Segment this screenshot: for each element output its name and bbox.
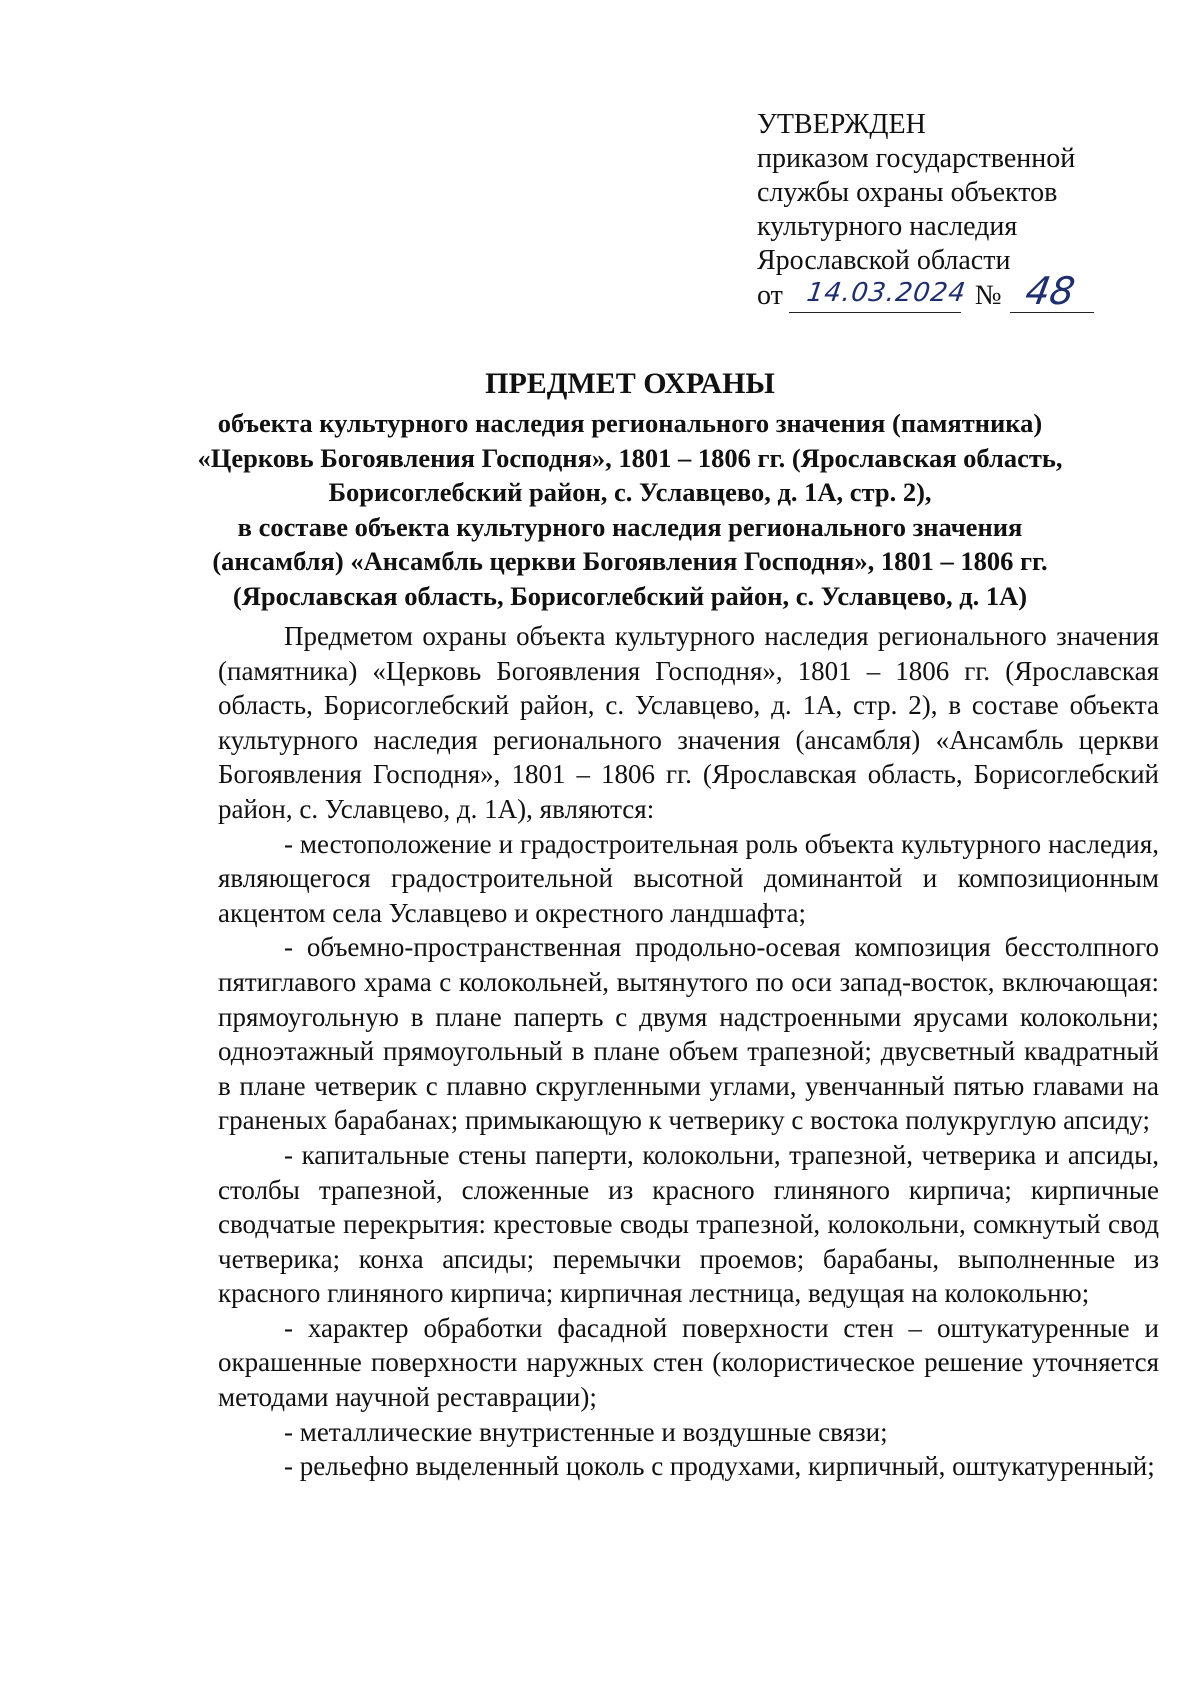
list-item: - характер обработки фасадной поверхности стен – оштукатуренные и окрашенные поверхности наружных стен (колористическое решение уточняется методами научной реставрации);: [218, 1312, 1159, 1413]
date-field: [789, 278, 968, 313]
order-date-number-line: [757, 269, 1137, 318]
number-field: [1010, 269, 1094, 313]
list-item: - объемно-пространственная продольно-осевая композиция бесстолпного пятиглавого храма с колокольней, вытянутого по оси запад-восток, включающая: прямоугольную в плане паперть с двумя надстроенными ярусами колокольни; одноэтажный прямоугольный в плане объем трапезной; двусветный квадратный в плане четверик с плавно скругленными углами, увенчанный пятью главами на граненых барабанах; примыкающую к четверику с востока полукруглую апсиду;: [218, 932, 1159, 1136]
approval-line: приказом государственной: [757, 143, 1076, 174]
handwritten-date: 14.03.2024: [804, 278, 968, 308]
title-line: (Ярославская область, Борисоглебский район, с. Уславцево, д. 1А): [232, 580, 1028, 611]
list-item: - капитальные стены паперти, колокольни, трапезной, четверика и апсиды, столбы трапезной, сложенные из красного глиняного кирпича; кирпичные сводчатые перекрытия: крестовые своды трапезной, колокольни, сомкнутый свод четверика; конха апсиды; перемычки проемов; барабаны, выполненные из красного глиняного кирпича; кирпичная лестница, ведущая на колокольню;: [218, 1139, 1159, 1309]
title-heading: ПРЕДМЕТ ОХРАНЫ: [485, 367, 775, 400]
list-item: - металлические внутристенные и воздушные связи;: [284, 1416, 888, 1447]
handwritten-number: 48: [1021, 269, 1078, 313]
title-line: (ансамбля) «Ансамбль церкви Богоявления Господня», 1801 – 1806 гг.: [212, 546, 1048, 577]
title-line: объекта культурного наследия регионального значения (памятника): [217, 408, 1043, 438]
approval-line: УТВЕРЖДЕН: [757, 109, 926, 140]
document-title: [190, 364, 1070, 614]
list-item: - местоположение и градостроительная роль объекта культурного наследия, являющегося градостроительной высотной доминантой и композиционным акцентом села Уславцево и окрестного ландшафта;: [218, 828, 1159, 928]
approval-block: [757, 108, 1137, 318]
title-line: в составе объекта культурного наследия регионального значения: [237, 511, 1023, 542]
document-body: [218, 619, 1159, 1484]
approval-line: службы охраны объектов: [757, 177, 1058, 208]
approval-line: Ярославской области: [757, 245, 1011, 276]
intro-paragraph: Предметом охраны объекта культурного наследия регионального значения (памятника) «Церковь Богоявления Господня», 1801 – 1806 гг. (Ярославская область, Борисоглебский район, с. Уславцево, д. 1А, стр. 2), в составе объекта культурного наследия регионального значения (ансамбля) «Ансамбль церкви Богоявления Господня», 1801 – 1806 гг. (Ярославская область, Борисоглебский район, с. Уславцево, д. 1А), являются:: [218, 621, 1159, 824]
list-item: - рельефно выделенный цоколь с продухами, кирпичный, оштукатуренный;: [284, 1451, 1155, 1482]
title-line: «Церковь Богоявления Господня», 1801 – 1806 гг. (Ярославская область,: [197, 442, 1063, 473]
number-label: №: [974, 280, 1002, 311]
approval-line: культурного наследия: [757, 211, 1018, 242]
from-label: от: [757, 280, 783, 311]
title-line: Борисоглебский район, с. Уславцево, д. 1А, стр. 2),: [328, 477, 932, 508]
